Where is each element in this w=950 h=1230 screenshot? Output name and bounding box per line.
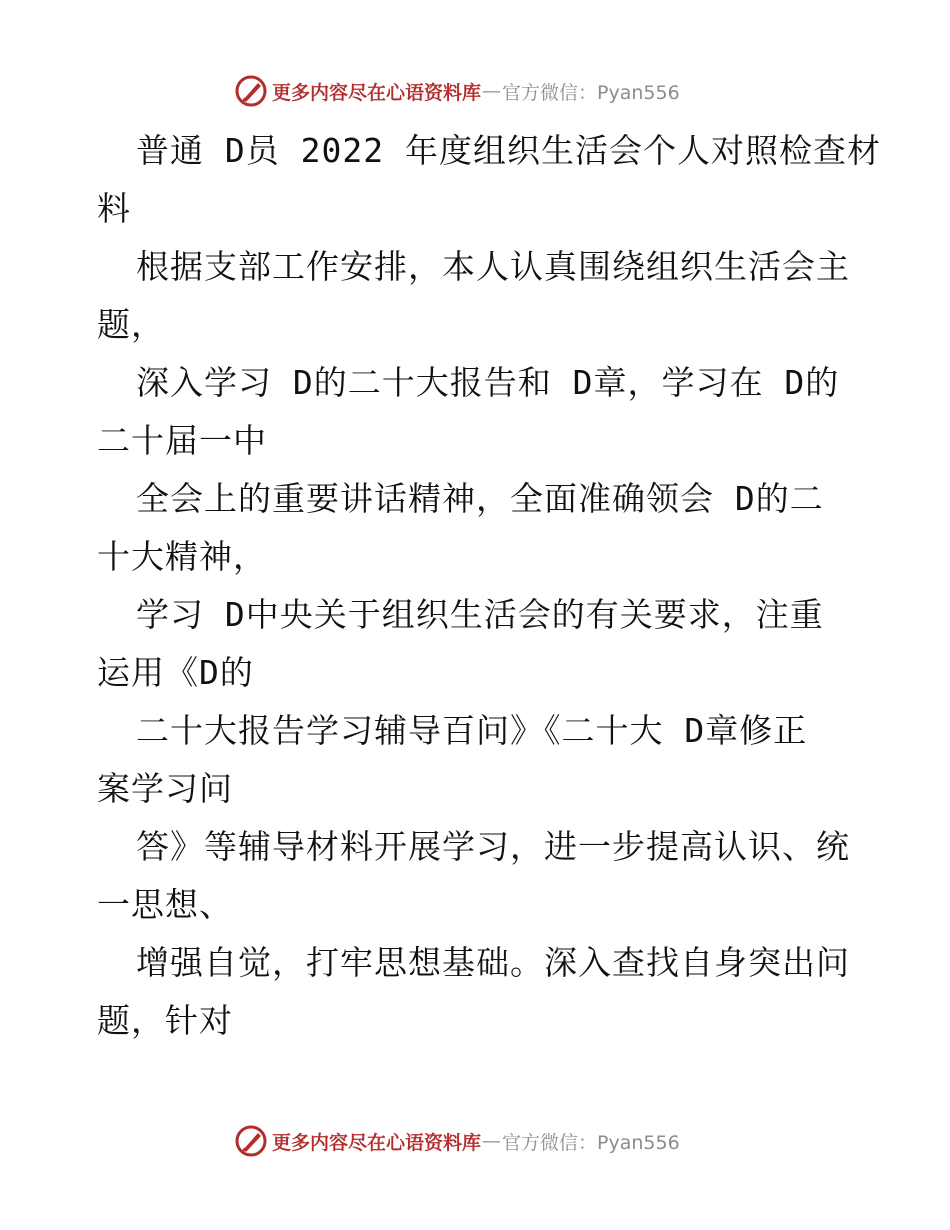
quill-logo-icon	[234, 1124, 268, 1158]
paragraph-line: 普通 D员 2022 年度组织生活会个人对照检查材	[136, 131, 881, 170]
paragraph-line: 增强自觉，打牢思想基础。深入查找自身突出问	[136, 943, 850, 982]
paragraph-line: 根据支部工作安排，本人认真围绕组织生活会主	[136, 247, 850, 286]
watermark-contact: 官方微信：Pyan556	[502, 1131, 680, 1154]
watermark-dash: —	[482, 1130, 502, 1152]
watermark-brand: 更多内容尽在心语资料库	[272, 81, 482, 104]
paragraph-line: 二十大报告学习辅导百问》《二十大 D章修正	[136, 711, 808, 750]
header-watermark	[234, 74, 680, 108]
paragraph-line: 全会上的重要讲话精神，全面准确领会 D的二	[136, 479, 824, 518]
paragraph-line: 题，	[97, 305, 165, 344]
paragraph-line: 二十届一中	[97, 421, 267, 460]
paragraph-line: 运用《D的	[97, 653, 254, 692]
watermark-brand: 更多内容尽在心语资料库	[272, 1131, 482, 1154]
paragraph-line: 案学习问	[97, 769, 233, 808]
paragraph-line: 题，针对	[97, 1001, 233, 1040]
paragraph-line: 料	[97, 189, 131, 228]
paragraph-line: 学习 D中央关于组织生活会的有关要求，注重	[136, 595, 824, 634]
paragraph-line: 深入学习 D的二十大报告和 D章，学习在 D的	[136, 363, 840, 402]
paragraph-line: 答》等辅导材料开展学习，进一步提高认识、统	[136, 827, 850, 866]
watermark-contact: 官方微信：Pyan556	[502, 81, 680, 104]
paragraph-line: 十大精神，	[97, 537, 267, 576]
watermark-dash: —	[482, 80, 502, 102]
document-body	[97, 122, 881, 1050]
quill-logo-icon	[234, 74, 268, 108]
paragraph-line: 一思想、	[97, 885, 233, 924]
footer-watermark	[234, 1124, 680, 1158]
